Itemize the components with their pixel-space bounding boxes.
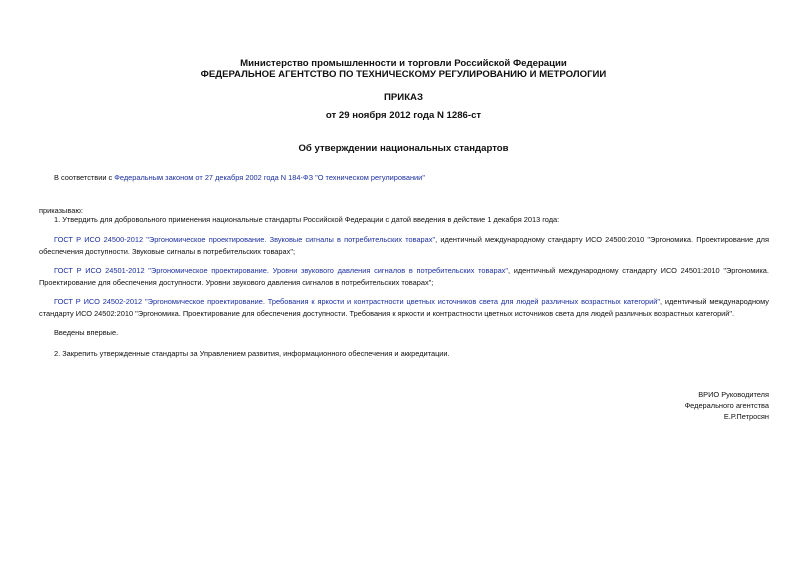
standard-desc-1: , идентичный международному стандарту ИСО 24500:2010 "Эргономика. Проектирование для обеспечения доступности. Звуковые сигналы в потребительских товарах";: [39, 235, 769, 256]
document-subject: Об утверждении национальных стандартов: [298, 143, 509, 154]
ministry-name: Министерство промышленности и торговли Российской Федерации: [240, 58, 567, 69]
signature-block: [685, 389, 769, 422]
signature-agency: Федерального агентства: [684, 401, 769, 410]
intro-paragraph: [39, 172, 769, 184]
standard-item-3: [39, 296, 769, 319]
standard-link-3[interactable]: ГОСТ Р ИСО 24502-2012 "Эргономическое проектирование. Требования к яркости и контрастности цветных источников света для людей различных возрастных категорий": [54, 297, 661, 306]
signature-title: ВРИО Руководителя: [698, 390, 769, 399]
intro-prefix: В соответствии с: [54, 173, 115, 182]
standard-desc-3: , идентичный международному стандарту ИСО 24502:2010 "Эргономика. Проектирование для обеспечения доступности. Требования к яркости и контрастности цветных источников света для людей различных возрастных категорий".: [39, 297, 769, 318]
document-type: ПРИКАЗ: [384, 92, 423, 103]
document-date-number: от 29 ноября 2012 года N 1286-ст: [325, 110, 482, 121]
federal-law-link[interactable]: Федеральным законом от 27 декабря 2002 года N 184-ФЗ "О техническом регулировании": [114, 173, 425, 182]
standard-item-1: [39, 234, 769, 257]
agency-name: ФЕДЕРАЛЬНОЕ АГЕНТСТВО ПО ТЕХНИЧЕСКОМУ РЕГУЛИРОВАНИЮ И МЕТРОЛОГИИ: [200, 69, 607, 80]
introduced-note: Введены впервые.: [54, 328, 119, 337]
standard-desc-2: , идентичный международному стандарту ИСО 24501:2010 "Эргономика. Проектирование для обеспечения доступности. Уровни звукового давления сигналов в потребительских товарах";: [39, 266, 769, 287]
standard-item-2: [39, 265, 769, 288]
order-word: приказываю:: [39, 206, 83, 215]
signature-name: Е.Р.Петросян: [723, 412, 769, 421]
standard-link-1[interactable]: ГОСТ Р ИСО 24500-2012 "Эргономическое проектирование. Звуковые сигналы в потребительских товарах": [54, 235, 436, 244]
item-2: 2. Закрепить утвержденные стандарты за Управлением развития, информационного обеспечения и аккредитации.: [54, 349, 450, 358]
standard-link-2[interactable]: ГОСТ Р ИСО 24501-2012 "Эргономическое проектирование. Уровни звукового давления сигналов в потребительских товарах": [54, 266, 508, 275]
item-1: 1. Утвердить для добровольного применения национальные стандарты Российской Федерации с датой введения в действие 1 декабря 2013 года:: [54, 215, 560, 224]
